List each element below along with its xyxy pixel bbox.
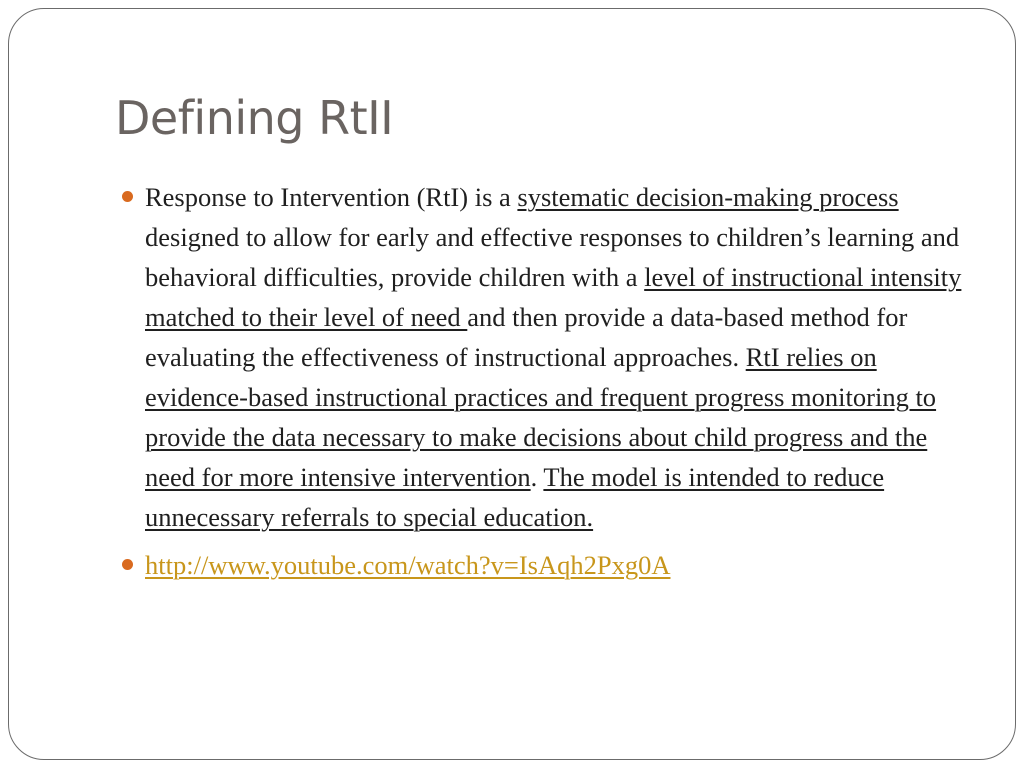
underlined-phrase-evidence-based-practices: RtI relies on evidence-based instructional practices and frequent progress monitoring to provide the data necessary to make decisions about child progress and the need for more intensive intervention	[145, 342, 937, 492]
slide-title: Defining RtII	[115, 91, 394, 145]
text-segment: Response to Intervention (RtI) is a	[145, 182, 518, 212]
bullet-item-video-link	[115, 545, 975, 585]
text-segment: and then provide a data-based method for evaluating the effectiveness of instructional approaches.	[145, 302, 908, 372]
bullet-dot-icon	[122, 559, 133, 570]
underlined-phrase-systematic-process: systematic decision-making process	[517, 182, 899, 212]
slide-frame	[8, 8, 1016, 760]
text-segment: .	[530, 462, 544, 492]
bullet-text	[145, 182, 961, 532]
bullet-item-rti-definition	[115, 177, 975, 537]
text-segment: designed to allow for early and effective responses to children’s learning and behavioral difficulties, provide children with a	[145, 222, 960, 292]
bullet-dot-icon	[122, 191, 133, 202]
underlined-phrase-instructional-intensity: level of instructional intensity matched to their level of need	[145, 262, 962, 332]
slide-content	[115, 177, 975, 585]
youtube-video-link[interactable]: http://www.youtube.com/watch?v=IsAqh2Pxg0A	[145, 550, 671, 580]
underlined-phrase-model-intent: The model is intended to reduce unnecessary referrals to special education.	[145, 462, 885, 532]
